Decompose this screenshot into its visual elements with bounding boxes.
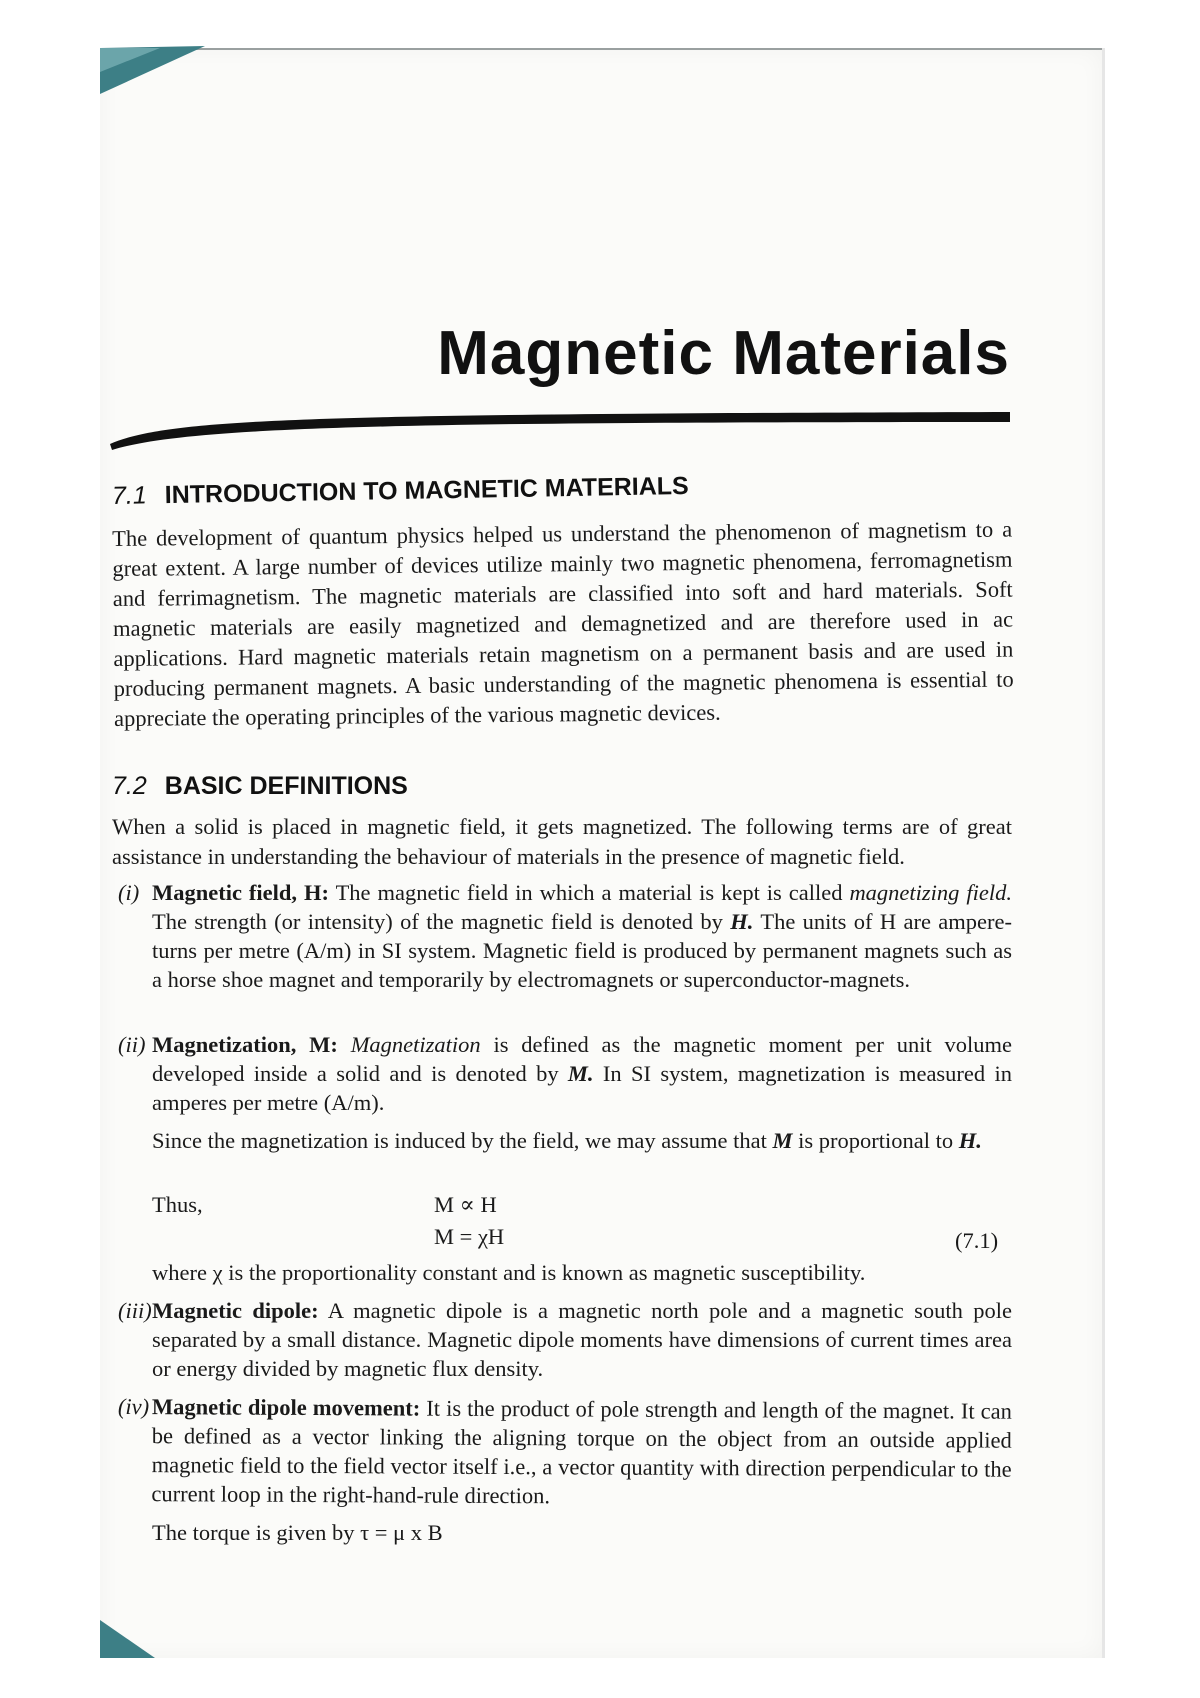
title-underline-rule [110, 410, 1020, 450]
definition-text: It is the product of pole strength and length of the magnet. It can be defined as a vector linking the aligning torque on the object from an outside applied magnetic field to the field vector itself i.e., a vector quantity with direction perpendicular to the current loop in the right-hand-rule direction. [151, 1395, 1012, 1509]
definition-symbol: H. [730, 909, 754, 934]
definition-italic: Magnetization [350, 1032, 481, 1057]
susceptibility-explanation: where χ is the proportionality constant and is known as magnetic susceptibility. [152, 1260, 866, 1285]
item-marker: (i) [118, 880, 140, 905]
definition-text: is defined as the magnetic moment per unit volume developed inside a solid and is denoted by [152, 1032, 1012, 1086]
definition-text: The units of H are ampere-turns per metre (A/m) in SI system. Magnetic field is produced by permanent magnets such as a horse shoe magnet and temporarily by electromagnets or superconductor-magnets. [152, 909, 1013, 992]
definition-text: A magnetic dipole is a magnetic north pole and a magnetic south pole separated by a small distance. Magnetic dipole moments have dimensions of current times area or energy divided by magnetic flux density. [152, 1298, 1012, 1381]
definition-item-dipole-movement [117, 1392, 1012, 1513]
corner-decoration-bottom [100, 1620, 160, 1660]
basic-definitions-paragraph: When a solid is placed in magnetic field, it gets magnetized. The following terms are of great assistance in understanding the behaviour of materials in the presence of magnetic field. [112, 814, 1012, 869]
equation-susceptibility: M = χH [434, 1224, 505, 1249]
chapter-title: Magnetic Materials [437, 319, 1010, 388]
definition-text: The magnetic field in which a material is kept is called [335, 880, 843, 905]
note-text: is proportional to [798, 1128, 954, 1153]
torque-equation: The torque is given by τ = μ x B [152, 1520, 443, 1545]
definition-text: The strength (or intensity) of the magnetic field is denoted by [152, 909, 723, 934]
section-heading-7-2 [112, 772, 408, 801]
note-text: Since the magnetization is induced by the field, we may assume that [152, 1128, 767, 1153]
section-number: 7.1 [111, 481, 147, 510]
section-title: INTRODUCTION TO MAGNETIC MATERIALS [164, 471, 689, 510]
page-top-edge [100, 48, 1102, 50]
definition-item-magnetization [118, 1030, 1012, 1117]
section-number: 7.2 [112, 772, 147, 800]
note-symbol: M [772, 1128, 793, 1153]
definition-symbol: M. [567, 1061, 594, 1086]
equation-number: (7.1) [955, 1228, 999, 1253]
corner-decoration-top [100, 46, 210, 106]
item-marker: (iii) [118, 1298, 152, 1323]
definition-italic: magnetizing field. [849, 880, 1013, 905]
definition-term: Magnetization, M: [152, 1032, 338, 1057]
equation-proportional: M ∝ H [434, 1192, 497, 1217]
thus-label: Thus, [152, 1192, 203, 1217]
section-title: BASIC DEFINITIONS [164, 772, 408, 800]
definition-term: Magnetic field, H: [152, 880, 329, 905]
definition-item-magnetic-field [118, 878, 1012, 994]
note-symbol: H. [958, 1128, 982, 1153]
definition-term: Magnetic dipole movement: [151, 1394, 421, 1421]
definition-item-magnetic-dipole [118, 1296, 1012, 1383]
intro-paragraph: The development of quantum physics helped us understand the phenomenon of magnetism to a great extent. A large number of devices utilize mainly two magnetic phenomena, ferromagnetism and ferrimagnetism. The magnetic materials are classified into soft and hard materials. Soft magnetic materials are easily magnetized and demagnetized and are therefore used in ac applications. Hard magnetic materials retain magnetism on a permanent basis and are used in producing permanent magnets. A basic understanding of the magnetic phenomena is essential to appreciate the operating principles of the various magnetic devices. [112, 516, 1014, 731]
definition-term: Magnetic dipole: [152, 1298, 319, 1323]
magnetization-note [152, 1126, 1012, 1155]
definition-text: In SI system, magnetization is measured in amperes per metre (A/m). [152, 1061, 1013, 1115]
item-marker: (ii) [118, 1032, 146, 1057]
item-marker: (iv) [117, 1394, 150, 1420]
